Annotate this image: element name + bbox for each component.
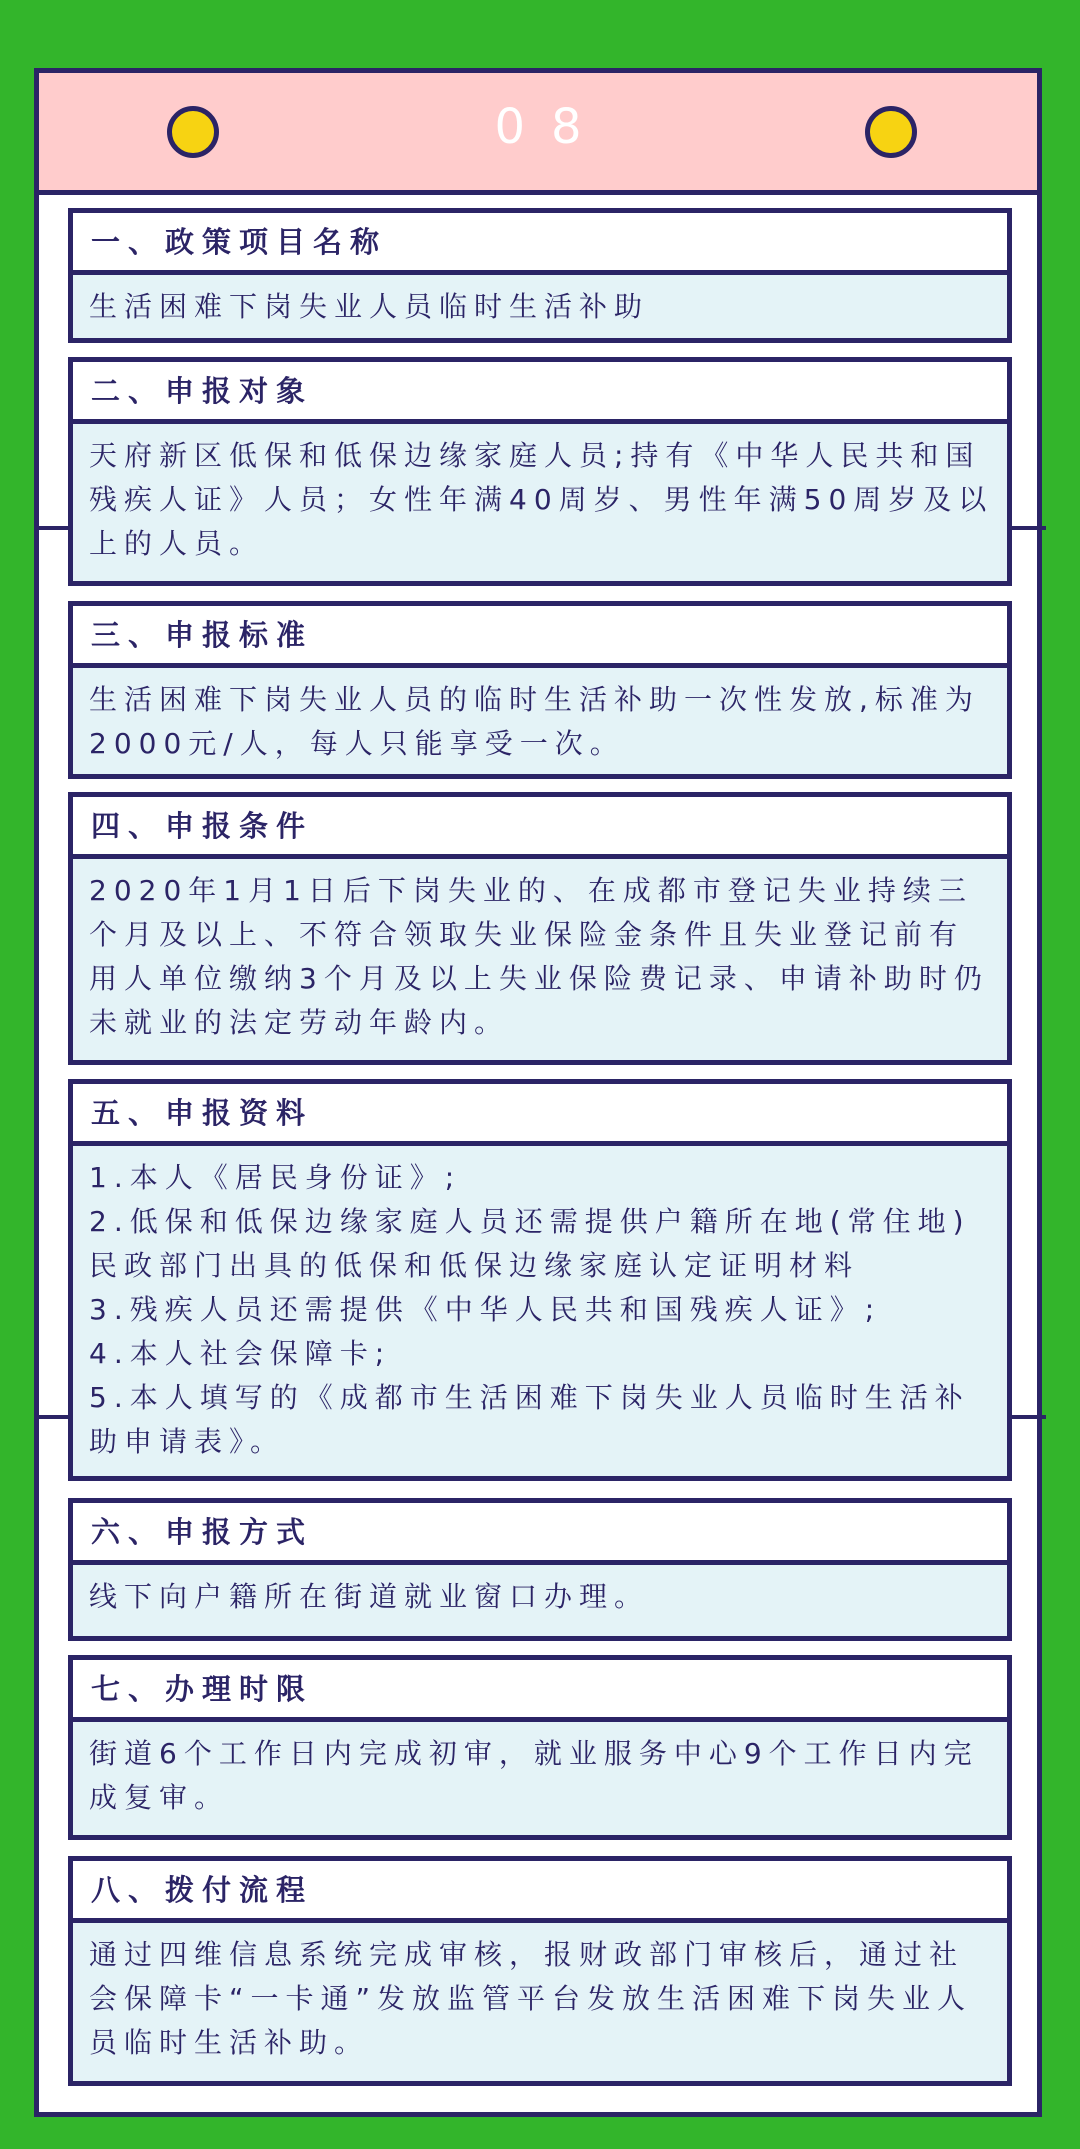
- section-text: 天府新区低保和低保边缘家庭人员;持有《中华人民共和国残疾人证》人员；女性年满40周岁、男性年满50周岁及以上的人员。: [89, 439, 994, 560]
- section-policy-name: [68, 208, 1012, 343]
- list-item: 4.本人社会保障卡;: [89, 1337, 392, 1370]
- list-item: 5.本人填写的《成都市生活困难下岗失业人员临时生活补助申请表》。: [89, 1381, 970, 1458]
- section-body: [73, 668, 1007, 774]
- section-text: 生活困难下岗失业人员的临时生活补助一次性发放,标准为2000元/人，每人只能享受一次。: [89, 683, 980, 760]
- binder-ring-right-icon: [865, 106, 917, 158]
- section-text: 街道6个工作日内完成初审，就业服务中心9个工作日内完成复审。: [89, 1737, 979, 1814]
- section-body: [73, 1565, 1007, 1627]
- section-title: 七、办理时限: [73, 1660, 1007, 1722]
- section-title: 三、申报标准: [73, 606, 1007, 668]
- section-body: [73, 1146, 1007, 1472]
- divider-line: [1010, 526, 1046, 530]
- section-title: 一、政策项目名称: [73, 213, 1007, 275]
- list-item: 2.低保和低保边缘家庭人员还需提供户籍所在地(常住地)民政部门出具的低保和低保边缘家庭认定证明材料: [89, 1205, 971, 1282]
- section-body: [73, 424, 1007, 574]
- section-title: 二、申报对象: [73, 362, 1007, 424]
- section-title: 四、申报条件: [73, 797, 1007, 859]
- section-body: [73, 275, 1007, 337]
- list-item: 3.残疾人员还需提供《中华人民共和国残疾人证》;: [89, 1293, 882, 1326]
- section-title: 六、申报方式: [73, 1503, 1007, 1565]
- divider-line: [34, 526, 70, 530]
- section-payment-process: [68, 1856, 1012, 2086]
- section-body: [73, 859, 1007, 1053]
- page-number: 08: [494, 99, 608, 155]
- card-header: [39, 73, 1037, 195]
- section-conditions: [68, 792, 1012, 1065]
- list-item: 1.本人《居民身份证》;: [89, 1161, 462, 1194]
- section-standard: [68, 601, 1012, 779]
- section-text: 通过四维信息系统完成审核，报财政部门审核后，通过社会保障卡“一卡通”发放监管平台发放生活困难下岗失业人员临时生活补助。: [89, 1938, 973, 2059]
- section-text: 2020年1月1日后下岗失业的、在成都市登记失业持续三个月及以上、不符合领取失业保险金条件且失业登记前有用人单位缴纳3个月及以上失业保险费记录、申请补助时仍未就业的法定劳动年龄内。: [89, 874, 989, 1039]
- section-time-limit: [68, 1655, 1012, 1840]
- section-method: [68, 1498, 1012, 1641]
- section-text: 线下向户籍所在街道就业窗口办理。: [89, 1580, 650, 1613]
- divider-line: [1010, 1415, 1046, 1419]
- section-body: [73, 1923, 1007, 2073]
- divider-line: [34, 1415, 70, 1419]
- section-applicants: [68, 357, 1012, 586]
- section-text: 生活困难下岗失业人员临时生活补助: [89, 290, 650, 323]
- section-title: 八、拨付流程: [73, 1861, 1007, 1923]
- section-materials: [68, 1079, 1012, 1481]
- section-body: [73, 1722, 1007, 1828]
- section-title: 五、申报资料: [73, 1084, 1007, 1146]
